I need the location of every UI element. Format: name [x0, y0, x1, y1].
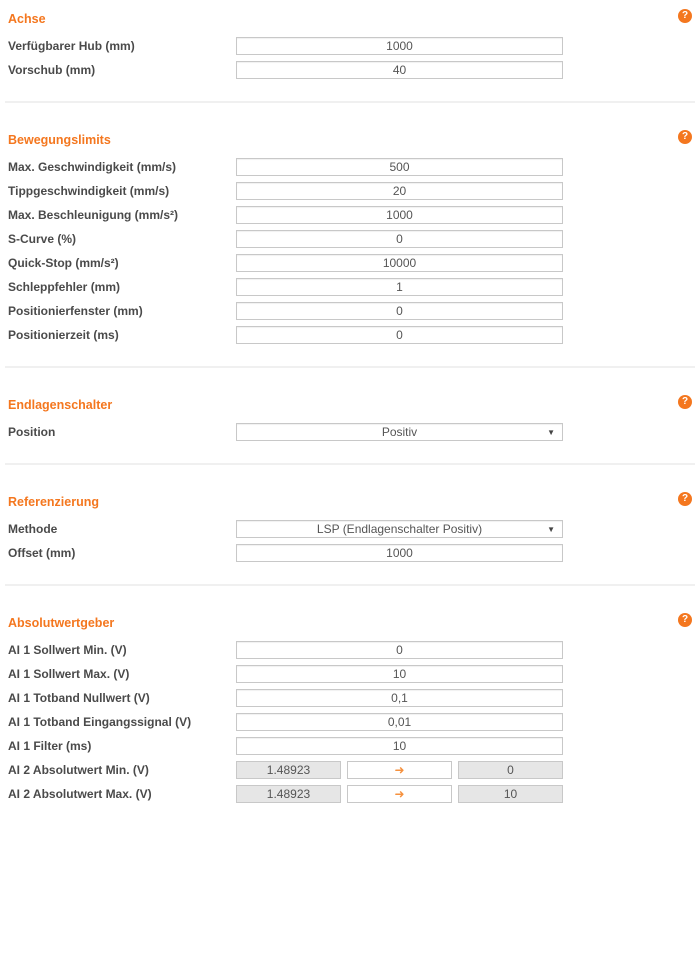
field-label: Positionierfenster (mm) [8, 304, 143, 318]
section-header-bewegungslimits [0, 131, 700, 145]
section-divider [5, 584, 695, 586]
form-row [0, 182, 700, 200]
ai1-sollwert-max-input[interactable] [236, 665, 563, 683]
offset-input[interactable] [236, 544, 563, 562]
section-title-absolutwertgeber: Absolutwertgeber [8, 616, 115, 630]
verfuegbarer-hub-input[interactable] [236, 37, 563, 55]
field-label: Tippgeschwindigkeit (mm/s) [8, 184, 170, 198]
ai2-absolutwert-min-target-value: 0 [458, 761, 563, 779]
quick-stop-input[interactable] [236, 254, 563, 272]
form-row [0, 37, 700, 55]
field-label: Verfügbarer Hub (mm) [8, 39, 135, 53]
positionierzeit-input[interactable] [236, 326, 563, 344]
field-label: AI 1 Sollwert Max. (V) [8, 667, 130, 681]
arrow-right-icon: ➜ [394, 762, 405, 777]
max-geschwindigkeit-input[interactable] [236, 158, 563, 176]
methode-select[interactable] [236, 520, 563, 538]
form-row [0, 544, 700, 562]
help-icon[interactable]: ? [678, 9, 692, 23]
ai1-sollwert-min-input[interactable] [236, 641, 563, 659]
form-row [0, 230, 700, 248]
field-label: AI 2 Absolutwert Min. (V) [8, 763, 149, 777]
form-row [0, 278, 700, 296]
section-title-referenzierung: Referenzierung [8, 495, 99, 509]
ai1-totband-nullwert-input[interactable] [236, 689, 563, 707]
ai1-filter-input[interactable] [236, 737, 563, 755]
form-row [0, 158, 700, 176]
help-icon[interactable]: ? [678, 492, 692, 506]
form-row [0, 302, 700, 320]
help-icon[interactable]: ? [678, 130, 692, 144]
chevron-down-icon: ▼ [547, 428, 555, 437]
form-row [0, 737, 700, 755]
form-row [0, 761, 700, 779]
field-label: Schleppfehler (mm) [8, 280, 121, 294]
field-label: Vorschub (mm) [8, 63, 96, 77]
section-header-referenzierung [0, 493, 700, 507]
section-title-bewegungslimits: Bewegungslimits [8, 133, 111, 147]
tippgeschwindigkeit-input[interactable] [236, 182, 563, 200]
section-title-achse: Achse [8, 12, 46, 26]
form-row [0, 785, 700, 803]
section-header-absolutwertgeber [0, 614, 700, 628]
s-curve-input[interactable] [236, 230, 563, 248]
chevron-down-icon: ▼ [547, 525, 555, 534]
help-icon[interactable]: ? [678, 613, 692, 627]
section-title-endlagenschalter: Endlagenschalter [8, 398, 113, 412]
field-label: Quick-Stop (mm/s²) [8, 256, 119, 270]
help-icon[interactable]: ? [678, 395, 692, 409]
ai1-totband-eingangssignal-input[interactable] [236, 713, 563, 731]
field-label: Position [8, 425, 56, 439]
form-row [0, 665, 700, 683]
field-label: AI 2 Absolutwert Max. (V) [8, 787, 152, 801]
vorschub-input[interactable] [236, 61, 563, 79]
schleppfehler-input[interactable] [236, 278, 563, 296]
section-header-achse [0, 10, 700, 24]
field-label: Max. Geschwindigkeit (mm/s) [8, 160, 177, 174]
field-label: AI 1 Filter (ms) [8, 739, 92, 753]
field-label: AI 1 Totband Eingangssignal (V) [8, 715, 192, 729]
arrow-right-icon: ➜ [394, 786, 405, 801]
form-row [0, 689, 700, 707]
position-select-value: Positiv [381, 425, 418, 439]
field-label: Methode [8, 522, 58, 536]
form-row [0, 326, 700, 344]
positionierfenster-input[interactable] [236, 302, 563, 320]
methode-select-value: LSP (Endlagenschalter Positiv) [316, 522, 483, 536]
field-label: Positionierzeit (ms) [8, 328, 119, 342]
position-select[interactable] [236, 423, 563, 441]
form-row [0, 641, 700, 659]
form-row [0, 520, 700, 538]
field-label: Max. Beschleunigung (mm/s²) [8, 208, 179, 222]
ai2-absolutwert-min-current-value: 1.48923 [236, 761, 341, 779]
ai2-absolutwert-max-transfer-button[interactable] [347, 785, 452, 803]
form-row [0, 423, 700, 441]
form-row [0, 254, 700, 272]
field-label: AI 1 Totband Nullwert (V) [8, 691, 150, 705]
ai2-absolutwert-min-transfer-button[interactable] [347, 761, 452, 779]
axis-configuration-page [0, 10, 700, 966]
max-beschleunigung-input[interactable] [236, 206, 563, 224]
field-label: S-Curve (%) [8, 232, 77, 246]
section-divider [5, 463, 695, 465]
form-row [0, 61, 700, 79]
section-divider [5, 101, 695, 103]
form-row [0, 713, 700, 731]
ai2-absolutwert-max-current-value: 1.48923 [236, 785, 341, 803]
form-row [0, 206, 700, 224]
section-divider [5, 366, 695, 368]
section-header-endlagenschalter [0, 396, 700, 410]
field-label: AI 1 Sollwert Min. (V) [8, 643, 127, 657]
ai2-absolutwert-min-group [236, 761, 563, 779]
field-label: Offset (mm) [8, 546, 76, 560]
ai2-absolutwert-max-group [236, 785, 563, 803]
ai2-absolutwert-max-target-value: 10 [458, 785, 563, 803]
